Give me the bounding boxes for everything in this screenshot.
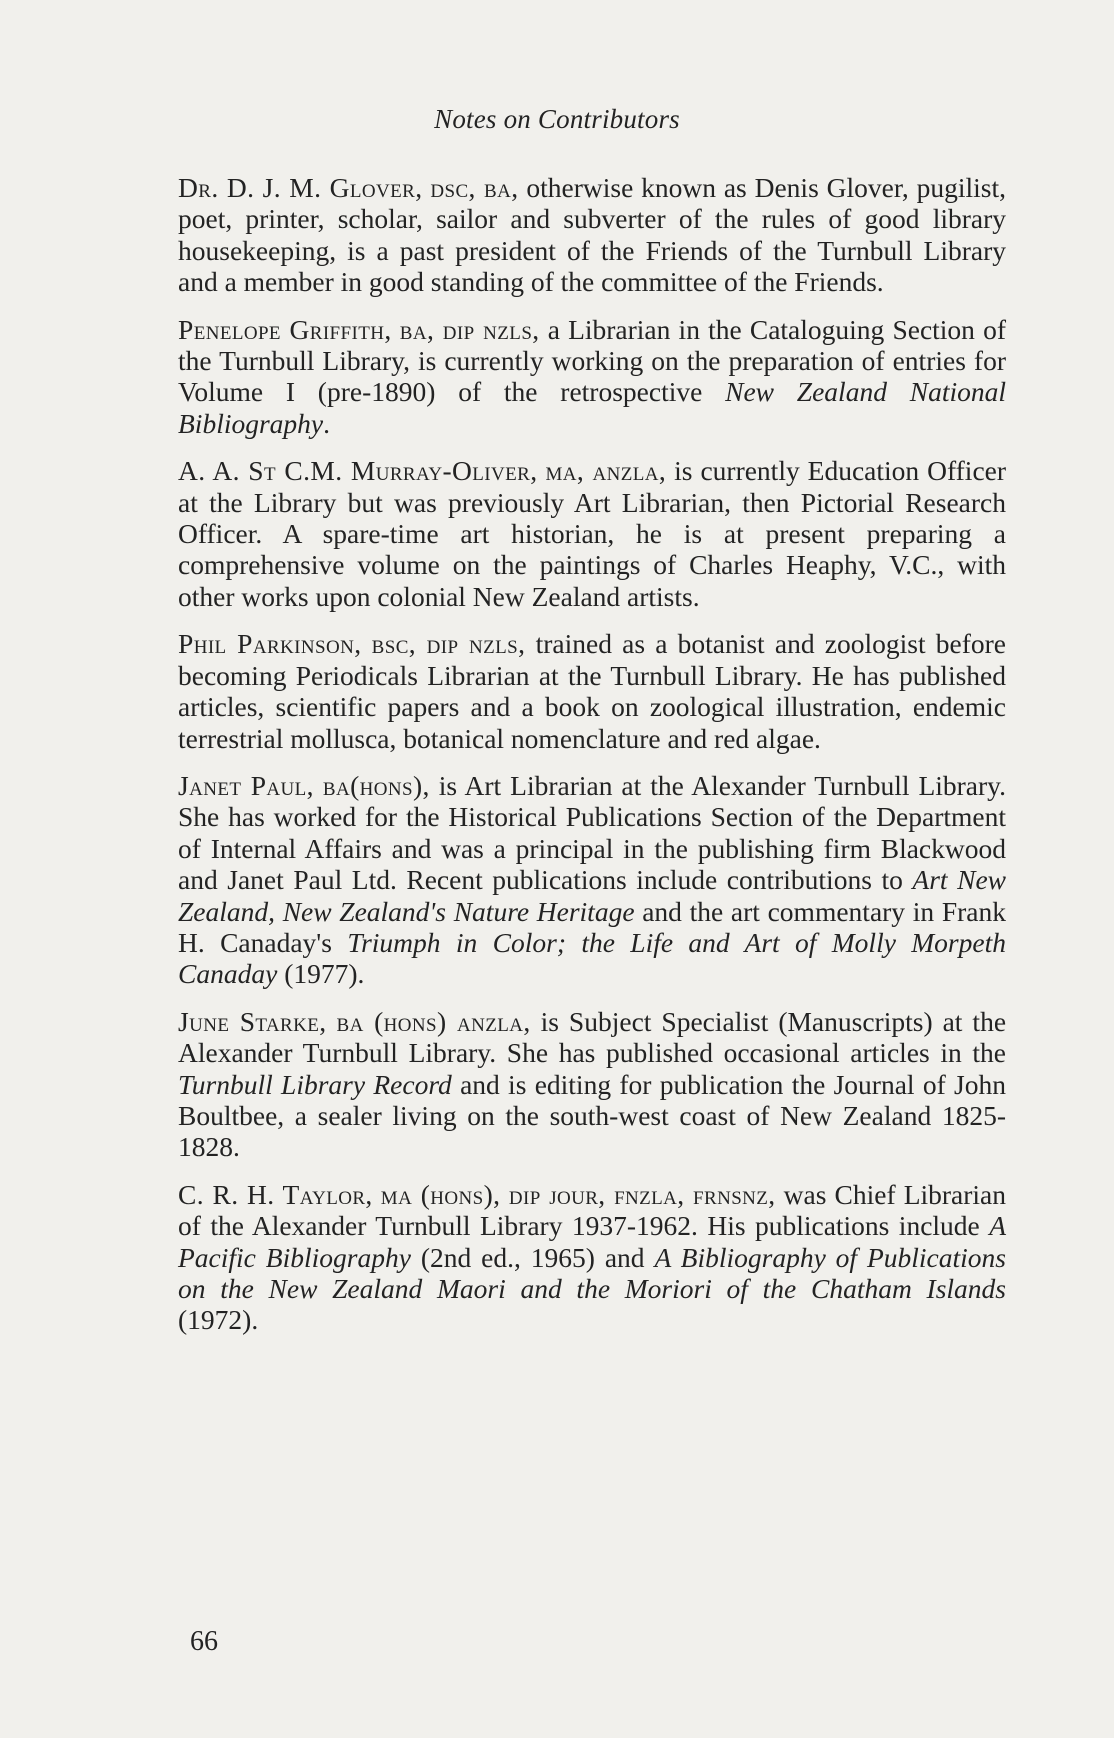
contributor-credentials: ba(hons), xyxy=(322,769,430,801)
contributor-bio: is currently Education Officer at the Library but was previously Art Librarian, then Pictorial Research Officer. A spare-time art historian, he is at present preparing a comprehensive volume on the paintings of Charles Heaphy, V.C., with other works upon colonial New Zealand artists. xyxy=(178,455,1007,612)
contributor-entry-parkinson xyxy=(178,628,1006,754)
publication-title: A Pacific Bibliography xyxy=(178,1210,1006,1273)
publication-title: Art New Zealand, New Zealand's Nature Heritage xyxy=(178,864,1006,927)
publication-title: A Bibliography of Publications on the New Zealand Maori and the Moriori of the Chatham Islands xyxy=(178,1241,1006,1304)
contributor-name: Janet Paul, xyxy=(178,769,314,801)
contributor-name: C. R. H. Taylor, xyxy=(178,1178,373,1210)
contributor-credentials: ba, dip nzls, xyxy=(399,313,540,345)
contributor-credentials: ma (hons), dip jour, fnzla, frnsnz, xyxy=(380,1178,776,1210)
publication-title: Triumph in Color; the Life and Art of Molly Morpeth Canaday xyxy=(178,926,1006,990)
running-head: Notes on Contributors xyxy=(434,104,680,134)
contributor-entry-griffith xyxy=(178,314,1006,440)
contributor-name: Phil Parkinson, xyxy=(178,628,362,660)
contributor-name: June Starke, xyxy=(178,1005,327,1037)
contributor-bio: (2nd ed., 1965) and xyxy=(410,1241,655,1273)
contributor-bio: otherwise known as Denis Glover, pugilist, poet, printer, scholar, sailor and subverter of the rules of good library housekeeping, is a past president of the Friends of the Turnbull Library and a member in good standing of the committee of the Friends. xyxy=(178,172,1006,298)
contributor-entry-murray-oliver xyxy=(178,455,1006,612)
contributor-bio: is Art Librarian at the Alexander Turnbull Library. She has worked for the Historical Publications Section of the Department of Internal Affairs and was a principal in the publishing firm Blackwood and Janet Paul Ltd. Recent publications include contributions to xyxy=(178,769,1006,896)
contributors-list xyxy=(178,172,1006,1352)
contributor-name: A. A. St C.M. Murray-Oliver, xyxy=(178,455,538,487)
contributor-bio: (1977). xyxy=(277,958,365,990)
publication-title: New Zealand National Bibliography xyxy=(178,376,1007,439)
contributor-entry-starke xyxy=(178,1006,1006,1163)
contributor-name: Penelope Griffith, xyxy=(178,313,392,345)
contributor-bio: a Librarian in the Cataloguing Section of the Turnbull Library, is currently working on the preparation of entries for Volume I (pre-1890) of the retrospective xyxy=(178,313,1006,408)
contributor-credentials: ma, anzla, xyxy=(545,455,667,487)
page-number: 66 xyxy=(190,1626,218,1657)
contributor-bio: was Chief Librarian of the Alexander Turnbull Library 1937-1962. His publications include xyxy=(178,1178,1006,1242)
publication-title: Turnbull Library Record xyxy=(178,1068,452,1100)
contributor-entry-taylor xyxy=(178,1179,1006,1336)
contributor-credentials: dsc, ba, xyxy=(430,172,519,203)
contributor-entry-glover xyxy=(178,172,1006,298)
contributor-credentials: ba (hons) anzla, xyxy=(336,1005,531,1037)
contributor-bio: and the art commentary in Frank H. Canaday's xyxy=(178,895,1006,958)
contributor-bio: (1972). xyxy=(178,1304,259,1336)
contributor-bio: . xyxy=(323,407,331,439)
contributor-bio: and is editing for publication the Journal of John Boultbee, a sealer living on the south-west coast of New Zealand 1825-1828. xyxy=(178,1068,1006,1163)
contributor-bio: is Subject Specialist (Manuscripts) at the Alexander Turnbull Library. She has published occasional articles in the xyxy=(178,1005,1007,1069)
contributor-name: Dr. D. J. M. Glover, xyxy=(178,172,423,203)
contributor-credentials: bsc, dip nzls, xyxy=(371,628,526,660)
contributor-entry-paul xyxy=(178,770,1006,990)
contributor-bio: trained as a botanist and zoologist before becoming Periodicals Librarian at the Turnbull Library. He has published articles, scientific papers and a book on zoological illustration, endemic terrestrial mollusca, botanical nomenclature and red algae. xyxy=(178,628,1006,754)
